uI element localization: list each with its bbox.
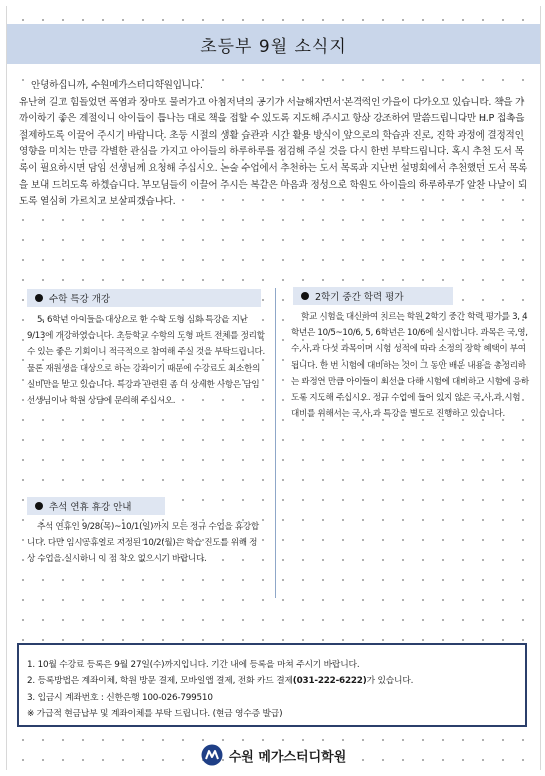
bullet-icon: [35, 294, 43, 302]
page-title: 초등부 9월 소식지: [7, 24, 540, 64]
intro-body: 유난히 길고 힘들었던 폭염과 장마도 물러가고 아침저녁의 공기가 서늘해지면서 본격적인 가을이 다가오고 있습니다. 책을 가까이하기 좋은 계절이니 아이들이 틈나는 대로 책을 접할 수 있도록 지도해 주시고 항상 강조하여 말씀드립니다만 H.P 접촉을 절제하도록 이끌어 주시기 바랍니다. 초등 시절의 생활 습관과 시간 활용 방식이 앞으로의 학습과 진로, 진학 과정에 결정적인 영향을 미치는 만큼 각별한 관심을 가지고 아이들의 하루하루를 점검해 주실 것을 다시 한번 부탁드립니다. 혹시 추천 도서 목록이 필요하시면 담임 선생님께 요청해 주십시오. 논술 수업에서 추천하는 도서 목록과 지난번 설명회에서 추천했던 도서 목록을 보내 드리도록 하겠습니다. 부모님들이 이끌어 주시는 복같은 마음과 정성으로 학원도 아이들의 하루하루가 알찬 나날이 되도록 열심히 가르치고 보살피겠습니다.: [19, 96, 528, 208]
section-body-exam: 학교 시험을 대신하여 치르는 학원 2학기 중간 학력 평가를 3, 4학년은 10/5~10/6, 5, 6학년은 10/6에 실시합니다. 과목은 국,영,수,사,과 다섯 과목이며 시험 성적에 따라 소정의 장학 혜택이 부여됩니다. 한 번 시험에 대비하는 것이 그 동안 배운 내용을 총정리하는 과정인 만큼 아이들이 최선을 다해 시험에 대비하고 시험에 응하도록 지도해 주십시오. 정규 수업에 들어 있지 않은 국,사,과 시험 대비를 위해서는 국,사,과 특강을 별도로 진행하고 있습니다.: [291, 312, 529, 420]
academy-logo: [7, 742, 540, 768]
logo-icon: [201, 744, 223, 766]
notice-line-4: ※ 가급적 현금납부 및 계좌이체를 부탁 드립니다. (현금 영수증 발급): [27, 708, 283, 719]
newsletter-page: [6, 6, 541, 770]
section-heading-exam: [293, 287, 453, 305]
section-heading-math: [27, 289, 261, 307]
column-divider: [275, 288, 276, 598]
notice-line-3: 3. 입금시 계좌번호 : 신한은행 100-026-799510: [27, 692, 213, 703]
bullet-icon: [301, 292, 309, 300]
notice-box: [17, 643, 527, 727]
section-body-math: 5, 6학년 아이들을 대상으로 한 수학 도형 심화 특강을 지난 9/13에 개강하였습니다. 초등학교 수학의 도형 파트 전체를 정리할 수 있는 좋은 기회이니 적극적으로 참여해 주실 것을 부탁드립니다. 물론 재원생을 대상으로 하는 강좌이기 때문에 수강료도 최소한의 실비만을 받고 있습니다. 특강과 관련된 좀 더 상세한 사항은 담임 선생님이나 학원 상담에 문의해 주십시오.: [27, 315, 265, 407]
section-body-holiday: 추석 연휴인 9/28(목)~10/1(일)까지 모든 정규 수업을 휴강합니다. 다만 임시공휴일로 지정된 10/2(월)은 학습 진도를 위해 정상 수업을 실시하니 이 점 착오 없으시기 바랍니다.: [27, 522, 259, 565]
notice-line-1: 1. 10월 수강료 등록은 9월 27일(수)까지입니다. 기간 내에 등록을 마쳐 주시기 바랍니다.: [27, 660, 360, 670]
logo-text: 수원 메가스터디학원: [228, 749, 347, 765]
notice-line-2-prefix: 2. 등록방법은 계좌이체, 학원 방문 결제, 모바일앱 결제, 전화 카드 결제: [27, 676, 293, 687]
intro-greeting: 안녕하십니까, 수원메가스터디학원입니다.: [31, 80, 203, 91]
notice-line-2: [27, 673, 525, 689]
bullet-icon: [35, 502, 43, 510]
section-heading-holiday: [27, 497, 165, 515]
notice-phone: (031-222-6222): [292, 676, 367, 687]
notice-line-2-suffix: 가 있습니다.: [366, 676, 414, 687]
section-heading-label: 수학 특강 개강: [49, 294, 111, 305]
section-heading-label: 2학기 중간 학력 평가: [315, 292, 404, 303]
section-heading-label: 추석 연휴 휴강 안내: [49, 502, 132, 513]
intro-text: [19, 78, 531, 211]
